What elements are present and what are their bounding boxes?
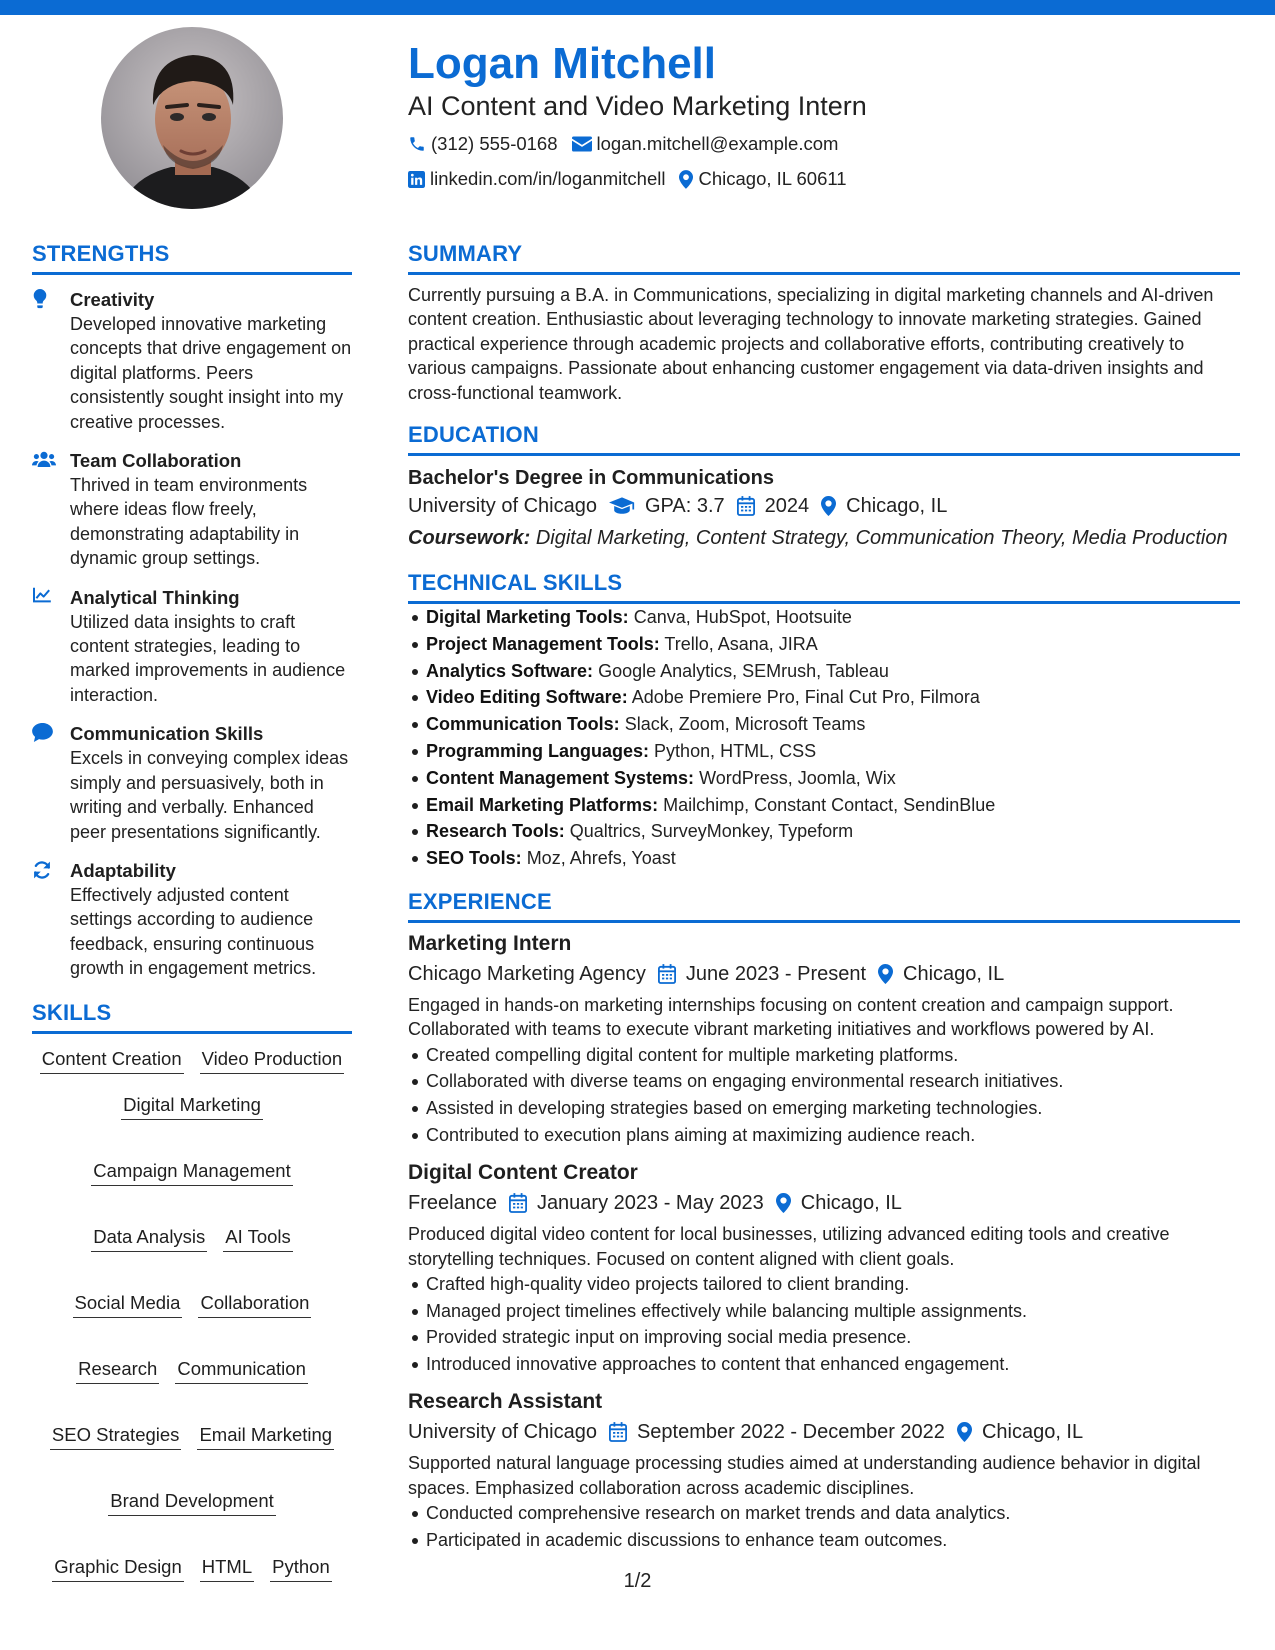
tech-skill-item bbox=[426, 684, 1240, 711]
left-column bbox=[32, 240, 352, 1582]
linkedin-text: linkedin.com/in/loganmitchell bbox=[430, 168, 666, 189]
strength-item bbox=[32, 585, 352, 708]
strength-title: Team Collaboration bbox=[70, 450, 242, 472]
job-description: Produced digital video content for local businesses, utilizing advanced editing tools and creative storytelling techniques. Focused on content aligned with client goals. bbox=[408, 1224, 1170, 1269]
job-bullet: Created compelling digital content for multiple marketing platforms. bbox=[426, 1042, 1240, 1069]
strength-desc: Effectively adjusted content settings according to audience feedback, ensuring continuous growth in engagement metrics. bbox=[70, 884, 317, 979]
map-marker-icon bbox=[821, 496, 836, 516]
page-number: 1/2 bbox=[623, 1570, 652, 1592]
profile-photo bbox=[101, 27, 283, 209]
job-location: Chicago, IL bbox=[981, 1421, 1084, 1444]
grad-year: 2024 bbox=[764, 495, 810, 518]
tech-skill-item bbox=[426, 658, 1240, 685]
tech-skill-value: Canva, HubSpot, Hootsuite bbox=[633, 607, 852, 628]
graduation-cap-icon bbox=[609, 497, 635, 515]
map-marker-icon bbox=[957, 1422, 972, 1442]
tech-skill-item bbox=[426, 818, 1240, 845]
strength-desc: Excels in conveying complex ideas simply and persuasively, both in writing and verbally. Enhanced peer presentations significantly. bbox=[70, 748, 349, 842]
phone-contact[interactable] bbox=[408, 131, 558, 157]
strength-item bbox=[32, 448, 352, 571]
job-company: Freelance bbox=[408, 1192, 497, 1215]
skill-tag: Graphic Design bbox=[52, 1556, 184, 1582]
tech-skill-label: Communication Tools: bbox=[426, 714, 620, 735]
job-dates: January 2023 - May 2023 bbox=[536, 1192, 764, 1215]
email-contact[interactable] bbox=[572, 131, 839, 157]
location-text: Chicago, IL 60611 bbox=[698, 168, 847, 189]
job-bullet: Introduced innovative approaches to content that enhanced engagement. bbox=[426, 1351, 1240, 1378]
job-entry bbox=[408, 1158, 1240, 1377]
strength-desc: Developed innovative marketing concepts that drive engagement on digital platforms. Peers consistently sought insight into my creative processes. bbox=[70, 314, 352, 432]
experience-heading: EXPERIENCE bbox=[408, 888, 1240, 923]
map-marker-icon bbox=[776, 1193, 791, 1213]
job-meta bbox=[408, 1417, 1240, 1447]
right-column bbox=[408, 240, 1240, 1553]
tech-skill-value: Moz, Ahrefs, Yoast bbox=[526, 848, 676, 869]
summary-text: Currently pursuing a B.A. in Communications, specializing in digital marketing channels and AI-driven content creation. Enthusiastic about leveraging technology to innovate marketing strategies. Gained practical experience through academic projects and collaborative efforts, contributing creatively to various campaigns. Passionate about enhancing customer engagement via data-driven insights and cross-functional teamwork. bbox=[408, 285, 1214, 403]
education-location: Chicago, IL bbox=[846, 495, 948, 518]
skill-tag: Python bbox=[270, 1556, 332, 1582]
strength-item bbox=[32, 858, 352, 981]
job-bullets bbox=[408, 1500, 1240, 1553]
calendar-icon bbox=[509, 1193, 527, 1213]
job-bullet: Conducted comprehensive research on market trends and data analytics. bbox=[426, 1500, 1240, 1527]
job-bullet: Crafted high-quality video projects tailored to client branding. bbox=[426, 1271, 1240, 1298]
job-title: Research Assistant bbox=[408, 1390, 603, 1414]
strength-desc: Utilized data insights to craft content strategies, leading to marked improvements in audience interaction. bbox=[70, 611, 346, 705]
job-company: Chicago Marketing Agency bbox=[408, 963, 646, 985]
job-bullet: Collaborated with diverse teams on engaging environmental research initiatives. bbox=[426, 1068, 1240, 1095]
tech-skill-value: WordPress, Joomla, Wix bbox=[699, 767, 896, 788]
contact-row-2 bbox=[408, 166, 1238, 192]
tech-skill-value: Adobe Premiere Pro, Final Cut Pro, Filmora bbox=[631, 687, 980, 708]
sync-icon bbox=[32, 860, 52, 880]
skill-tag: Brand Development bbox=[108, 1490, 276, 1516]
phone-text: (312) 555-0168 bbox=[431, 133, 558, 154]
strength-title: Communication Skills bbox=[70, 723, 264, 745]
tech-skill-item bbox=[426, 792, 1240, 819]
skills-heading: SKILLS bbox=[32, 999, 352, 1034]
skill-tag: Digital Marketing bbox=[121, 1094, 263, 1120]
tech-skill-label: Programming Languages: bbox=[426, 741, 650, 762]
job-dates: September 2022 - December 2022 bbox=[636, 1421, 945, 1444]
tech-skill-value: Google Analytics, SEMrush, Tableau bbox=[598, 660, 889, 681]
coursework-label: Coursework: bbox=[408, 527, 531, 550]
strength-title: Creativity bbox=[70, 289, 155, 310]
skill-tag: Collaboration bbox=[198, 1292, 311, 1318]
calendar-icon bbox=[737, 496, 755, 516]
tech-skill-label: Content Management Systems: bbox=[426, 767, 695, 788]
job-bullet: Participated in academic discussions to enhance team outcomes. bbox=[426, 1527, 1240, 1554]
tech-skill-label: Analytics Software: bbox=[426, 660, 594, 681]
job-bullets bbox=[408, 1042, 1240, 1148]
job-bullet: Assisted in developing strategies based on emerging marketing technologies. bbox=[426, 1095, 1240, 1122]
job-bullets bbox=[408, 1271, 1240, 1377]
strength-desc: Thrived in team environments where ideas flow freely, demonstrating adaptability in dynamic group settings. bbox=[70, 475, 308, 569]
linkedin-icon bbox=[408, 171, 425, 188]
degree-title: Bachelor's Degree in Communications bbox=[408, 467, 774, 490]
tech-skill-label: Video Editing Software: bbox=[426, 687, 628, 708]
job-entry bbox=[408, 929, 1240, 1148]
skill-tag: SEO Strategies bbox=[50, 1424, 182, 1450]
education-meta bbox=[408, 491, 1240, 521]
skill-tag: AI Tools bbox=[223, 1226, 292, 1252]
job-location: Chicago, IL bbox=[903, 963, 1005, 985]
tech-skill-item bbox=[426, 738, 1240, 765]
tech-skill-value: Python, HTML, CSS bbox=[654, 741, 817, 762]
technical-skills-heading: TECHNICAL SKILLS bbox=[408, 569, 1240, 604]
job-title: Digital Content Creator bbox=[408, 1161, 638, 1185]
tech-skill-label: Digital Marketing Tools: bbox=[426, 607, 629, 628]
job-bullet: Provided strategic input on improving social media presence. bbox=[426, 1324, 1240, 1351]
skill-tag: Research bbox=[76, 1358, 159, 1384]
job-company: University of Chicago bbox=[408, 1421, 597, 1444]
summary-heading: SUMMARY bbox=[408, 240, 1240, 275]
contact-row-1 bbox=[408, 131, 1238, 157]
coursework bbox=[408, 523, 1240, 553]
strength-item bbox=[32, 721, 352, 844]
candidate-role: AI Content and Video Marketing Intern bbox=[408, 91, 867, 121]
tech-skill-item bbox=[426, 845, 1240, 872]
tech-skill-value: Mailchimp, Constant Contact, SendinBlue bbox=[663, 794, 996, 815]
lightbulb-icon bbox=[32, 289, 48, 309]
top-accent-bar bbox=[0, 0, 1275, 15]
skill-tag: Content Creation bbox=[40, 1048, 184, 1074]
map-marker-icon bbox=[878, 964, 893, 984]
education-heading: EDUCATION bbox=[408, 421, 1240, 456]
strengths-heading: STRENGTHS bbox=[32, 240, 352, 275]
skills-tags bbox=[32, 1048, 352, 1582]
skill-tag: Email Marketing bbox=[197, 1424, 334, 1450]
tech-skill-value: Qualtrics, SurveyMonkey, Typeform bbox=[569, 821, 854, 842]
skill-tag: Communication bbox=[175, 1358, 308, 1384]
job-bullet: Managed project timelines effectively while balancing multiple assignments. bbox=[426, 1298, 1240, 1325]
job-entry bbox=[408, 1387, 1240, 1553]
job-description: Engaged in hands-on marketing internships focusing on content creation and campaign support. Collaborated with teams to execute vibrant marketing initiatives and workflows powered by AI. bbox=[408, 995, 1174, 1040]
linkedin-contact[interactable] bbox=[408, 166, 665, 192]
skill-tag: HTML bbox=[200, 1556, 254, 1582]
job-bullet: Contributed to execution plans aiming at maximizing audience reach. bbox=[426, 1122, 1240, 1149]
comment-icon bbox=[32, 723, 53, 742]
tech-skill-label: SEO Tools: bbox=[426, 848, 522, 869]
email-text: logan.mitchell@example.com bbox=[596, 133, 839, 154]
tech-skill-value: Trello, Asana, JIRA bbox=[664, 633, 818, 654]
skill-tag: Campaign Management bbox=[91, 1160, 292, 1186]
candidate-name: Logan Mitchell bbox=[408, 39, 716, 88]
users-icon bbox=[32, 450, 56, 468]
gpa-text: GPA: 3.7 bbox=[644, 495, 725, 518]
tech-skill-label: Research Tools: bbox=[426, 821, 565, 842]
skill-tag: Video Production bbox=[200, 1048, 345, 1074]
skill-tag: Data Analysis bbox=[91, 1226, 207, 1252]
tech-skill-item bbox=[426, 631, 1240, 658]
skill-tag: Social Media bbox=[73, 1292, 183, 1318]
location-contact bbox=[679, 166, 846, 192]
envelope-icon bbox=[572, 136, 592, 152]
tech-skill-item bbox=[426, 711, 1240, 738]
strength-item bbox=[32, 287, 352, 434]
job-meta bbox=[408, 1188, 1240, 1218]
technical-skills-list bbox=[408, 604, 1240, 872]
tech-skill-label: Project Management Tools: bbox=[426, 633, 660, 654]
tech-skill-item bbox=[426, 604, 1240, 631]
tech-skill-value: Slack, Zoom, Microsoft Teams bbox=[624, 714, 866, 735]
strengths-list bbox=[32, 287, 352, 981]
school-name: University of Chicago bbox=[408, 495, 597, 518]
phone-icon bbox=[408, 135, 426, 153]
calendar-icon bbox=[658, 964, 676, 984]
strength-title: Analytical Thinking bbox=[70, 586, 240, 608]
map-marker-icon bbox=[679, 170, 693, 189]
job-location: Chicago, IL bbox=[800, 1192, 902, 1215]
calendar-icon bbox=[609, 1422, 627, 1442]
tech-skill-label: Email Marketing Platforms: bbox=[426, 794, 659, 815]
resume-header bbox=[408, 38, 1238, 192]
job-title: Marketing Intern bbox=[408, 932, 572, 955]
coursework-list: Digital Marketing, Content Strategy, Communication Theory, Media Production bbox=[535, 527, 1228, 550]
tech-skill-item bbox=[426, 765, 1240, 792]
job-meta bbox=[408, 959, 1240, 989]
job-description: Supported natural language processing studies aimed at understanding audience behavior in digital spaces. Emphasized collaboration across academic disciplines. bbox=[408, 1453, 1201, 1498]
chart-line-icon bbox=[32, 587, 52, 603]
strength-title: Adaptability bbox=[70, 859, 176, 881]
job-dates: June 2023 - Present bbox=[685, 963, 867, 985]
